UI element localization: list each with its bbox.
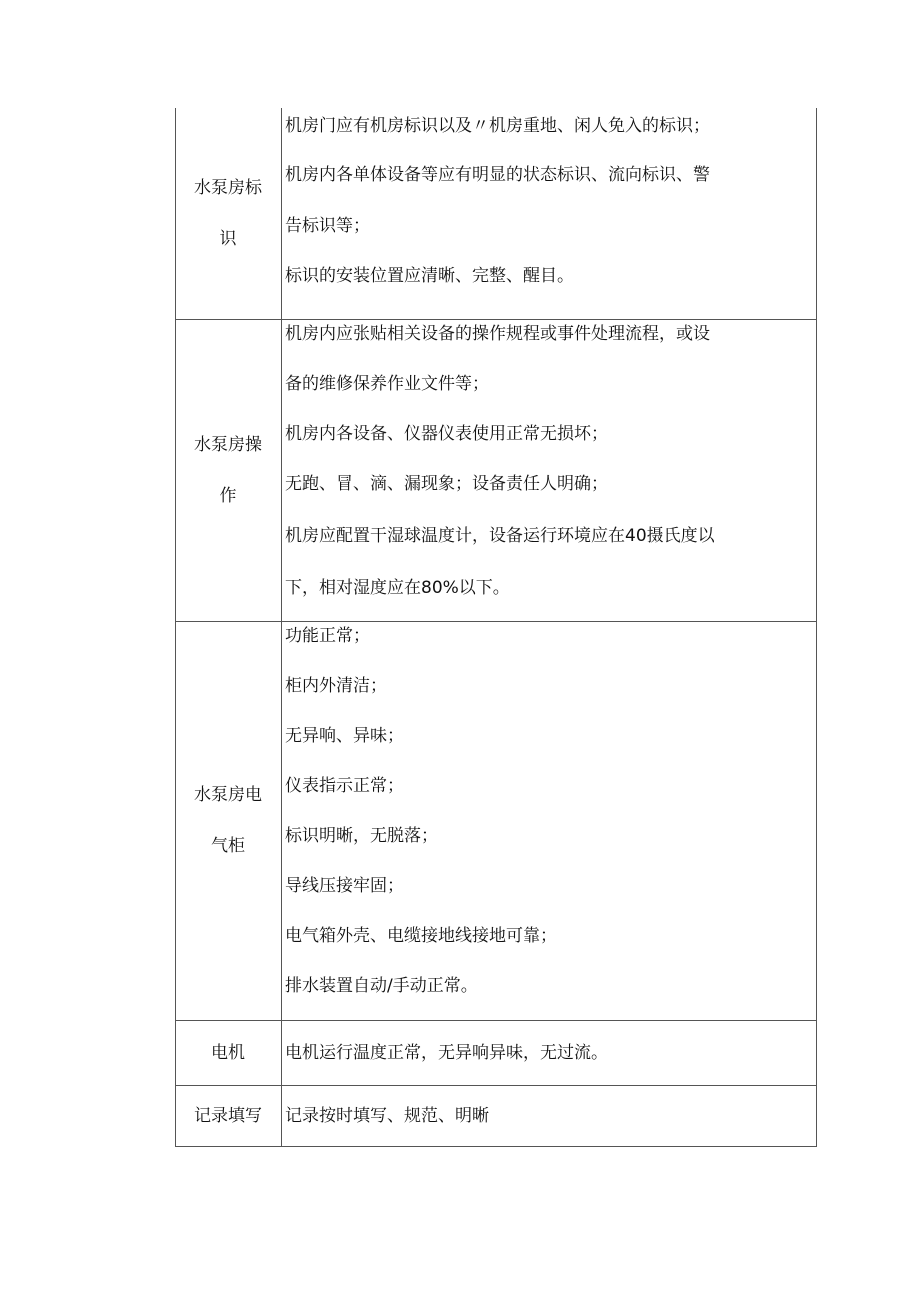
- table-row-pump-room-operation: [175, 320, 817, 622]
- row-label: 水泵房电气柜: [194, 785, 262, 856]
- requirement-line: 标识的安装位置应清晰、完整、醒目。: [285, 266, 574, 286]
- requirement-line: 功能正常；: [285, 626, 370, 646]
- requirement-line: 电气箱外壳、电缆接地线接地可靠；: [285, 926, 557, 946]
- table-row-pump-room-electrical-cabinet: [175, 622, 817, 1021]
- row-label: 电机: [211, 1043, 245, 1063]
- requirement-line: 机房应配置干湿球温度计，设备运行环境应在40摄氏度以: [285, 526, 715, 546]
- row-content-cell: [285, 108, 809, 319]
- requirement-line: 标识明晰，无脱落；: [285, 826, 438, 846]
- table-row-motor: [175, 1021, 817, 1086]
- requirement-line: 仪表指示正常；: [285, 776, 404, 796]
- requirement-line: 机房门应有机房标识以及〃机房重地、闲人免入的标识；: [285, 116, 710, 136]
- requirement-line: 机房内应张贴相关设备的操作规程或事件处理流程，或设: [285, 324, 710, 344]
- inspection-table: [175, 108, 817, 1147]
- requirement-line: 导线压接牢固；: [285, 876, 404, 896]
- row-content-cell: [285, 1086, 809, 1146]
- row-label-cell: [175, 1086, 281, 1146]
- requirement-line: 无跑、冒、滴、漏现象；设备责任人明确；: [285, 474, 608, 494]
- requirement-line: 备的维修保养作业文件等；: [285, 374, 489, 394]
- row-content-cell: [285, 320, 809, 621]
- requirement-line: 排水装置自动/手动正常。: [285, 976, 478, 996]
- row-content-cell: [285, 1021, 809, 1085]
- table-row-record-filling: [175, 1086, 817, 1147]
- requirement-line: 电机运行温度正常，无异响异味，无过流。: [285, 1043, 608, 1063]
- row-label-cell: [175, 108, 281, 319]
- requirement-line: 记录按时填写、规范、明晰: [285, 1106, 489, 1126]
- row-label: 记录填写: [194, 1106, 262, 1126]
- row-label-cell: [175, 320, 281, 621]
- row-label: 水泵房标识: [194, 177, 262, 249]
- row-label-cell: [175, 622, 281, 1020]
- requirement-line: 告标识等；: [285, 216, 370, 236]
- row-label-cell: [175, 1021, 281, 1085]
- requirement-line: 无异响、异味；: [285, 726, 404, 746]
- requirement-line: 机房内各单体设备等应有明显的状态标识、流向标识、警: [285, 165, 710, 185]
- table-row-pump-room-signage: [175, 108, 817, 320]
- requirement-line: 机房内各设备、仪器仪表使用正常无损坏；: [285, 424, 608, 444]
- row-label: 水泵房操作: [194, 434, 262, 506]
- requirement-line: 下，相对湿度应在80%以下。: [285, 578, 510, 598]
- requirement-line: 柜内外清洁；: [285, 676, 387, 696]
- row-content-cell: [285, 622, 809, 1020]
